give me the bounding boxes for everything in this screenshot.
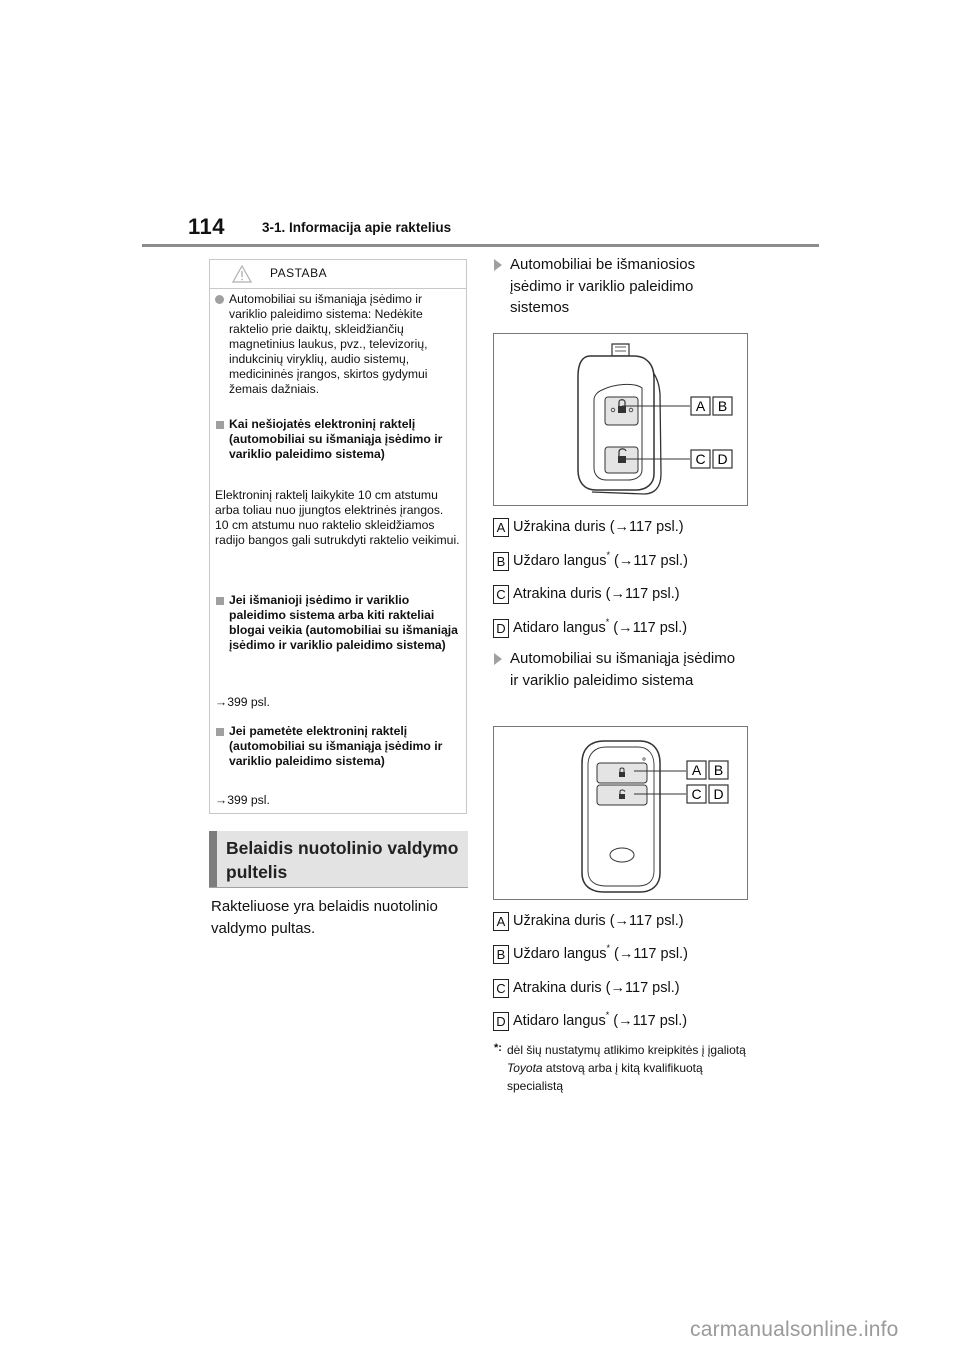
- legend-letter: C: [493, 585, 509, 604]
- legend-text: Atidaro langus: [513, 620, 606, 636]
- page-reference: (→117 psl.): [610, 553, 688, 569]
- page-reference: →117 psl.): [610, 980, 680, 996]
- legend-letter: D: [493, 619, 509, 638]
- bullet-icon: [216, 597, 224, 605]
- bullet-icon: [215, 295, 224, 304]
- legend-letter: B: [493, 552, 509, 571]
- page-number: 114: [188, 214, 225, 239]
- key-fob-figure: [493, 333, 748, 506]
- note-divider: [210, 288, 466, 289]
- legend-text: Uždaro langus: [513, 553, 607, 569]
- section-heading-bar: [209, 831, 217, 887]
- note-item-heading: Jei išmanioji įsėdimo ir variklio paleidimo sistema arba kiti rakteliai blogai veikia (automobiliai su išmaniąja įsėdimo ir variklio paleidimo sistema): [229, 593, 458, 652]
- subsection-heading-text: Automobiliai be išmaniosios įsėdimo ir variklio paleidimo sistemos: [510, 256, 696, 316]
- note-box: [209, 259, 467, 814]
- page-reference: →399 psl.: [215, 695, 270, 709]
- note-item-body: Elektroninį raktelį laikykite 10 cm atstumu arba toliau nuo įjungtos elektrinės įrangos. 10 cm atstumu nuo raktelio skleidžiamos radijo bangos gali sutrukdyti raktelio veikimui.: [215, 488, 460, 547]
- page-reference: (→117 psl.): [609, 620, 688, 636]
- page-reference: (→117 psl.): [610, 946, 688, 962]
- asterisk-mark: *: [605, 1010, 610, 1020]
- legend-text: Uždaro langus: [513, 946, 607, 962]
- brand-name: Toyota: [507, 1061, 543, 1075]
- asterisk-mark: *: [606, 550, 611, 560]
- legend-letter: C: [493, 979, 509, 998]
- arrow-bullet-icon: [494, 653, 502, 665]
- figure-label-a: A: [695, 398, 706, 414]
- section-title: 3-1. Informacija apie raktelius: [262, 220, 452, 235]
- bullet-icon: [216, 421, 224, 429]
- figure-label-d: D: [713, 786, 724, 802]
- page-reference: (→117 psl.): [609, 1013, 688, 1029]
- figure-label-b: B: [713, 762, 724, 778]
- bullet-icon: [216, 728, 224, 736]
- page-reference: →117 psl.): [614, 519, 684, 535]
- legend-text: Užrakina duris (: [513, 519, 615, 535]
- footnote-mark: *:: [494, 1042, 502, 1054]
- watermark: carmanualsonline.info: [690, 1318, 899, 1341]
- legend-letter: A: [493, 912, 509, 931]
- legend-letter: D: [493, 1012, 509, 1031]
- section-intro: Rakteliuose yra belaidis nuotolinio valdymo pultas.: [211, 898, 438, 937]
- footnote-text: dėl šių nustatymų atlikimo kreipkitės į įgaliotą: [507, 1043, 746, 1057]
- asterisk-mark: *: [605, 617, 610, 627]
- warning-triangle-icon: [232, 265, 252, 283]
- figure-label-c: C: [691, 786, 702, 802]
- section-heading-box: [209, 831, 468, 888]
- section-heading: Belaidis nuotolinio valdymo pultelis: [226, 838, 459, 882]
- figure-label-a: A: [691, 762, 702, 778]
- figure-label-b: B: [717, 398, 728, 414]
- header-divider: [142, 244, 819, 247]
- note-header: [210, 260, 466, 286]
- page-reference: →117 psl.): [610, 586, 680, 602]
- legend-letter: B: [493, 945, 509, 964]
- arrow-bullet-icon: [494, 259, 502, 271]
- legend-text: Atrakina duris (: [513, 586, 611, 602]
- legend-text: Užrakina duris (: [513, 913, 615, 929]
- legend-text: Atidaro langus: [513, 1013, 606, 1029]
- asterisk-mark: *: [606, 943, 611, 953]
- legend-letter: A: [493, 518, 509, 537]
- footnote-text: atstovą arba į kitą kvalifikuotą specialistą: [507, 1061, 703, 1093]
- figure-label-d: D: [717, 451, 728, 467]
- note-item-heading: Jei pametėte elektroninį raktelį (automobiliai su išmaniąja įsėdimo ir variklio paleidimo sistema): [229, 724, 443, 768]
- note-item-heading: Kai nešiojatės elektroninį raktelį (automobiliai su išmaniąja įsėdimo ir variklio paleidimo sistema): [229, 417, 443, 461]
- smart-key-illustration: [494, 727, 747, 899]
- figure-label-c: C: [695, 451, 706, 467]
- key-fob-figure: [493, 726, 748, 900]
- subsection-heading-text: Automobiliai su išmaniąja įsėdimo ir variklio paleidimo sistema: [510, 650, 736, 689]
- legend-text: Atrakina duris (: [513, 980, 611, 996]
- note-title: PASTABA: [270, 266, 328, 280]
- flip-key-illustration: [494, 334, 747, 505]
- page-reference: →399 psl.: [215, 793, 270, 807]
- note-item-text: Automobiliai su išmaniąja įsėdimo ir variklio paleidimo sistema: Nedėkite raktelio prie daiktų, skleidžiančių magnetinius laukus, pvz., televizorių, indukcinių viryklių, audio sistemų, medicininės įrangos, skirtos gydymui žemais dažniais.: [229, 292, 428, 396]
- page-reference: →117 psl.): [614, 913, 684, 929]
